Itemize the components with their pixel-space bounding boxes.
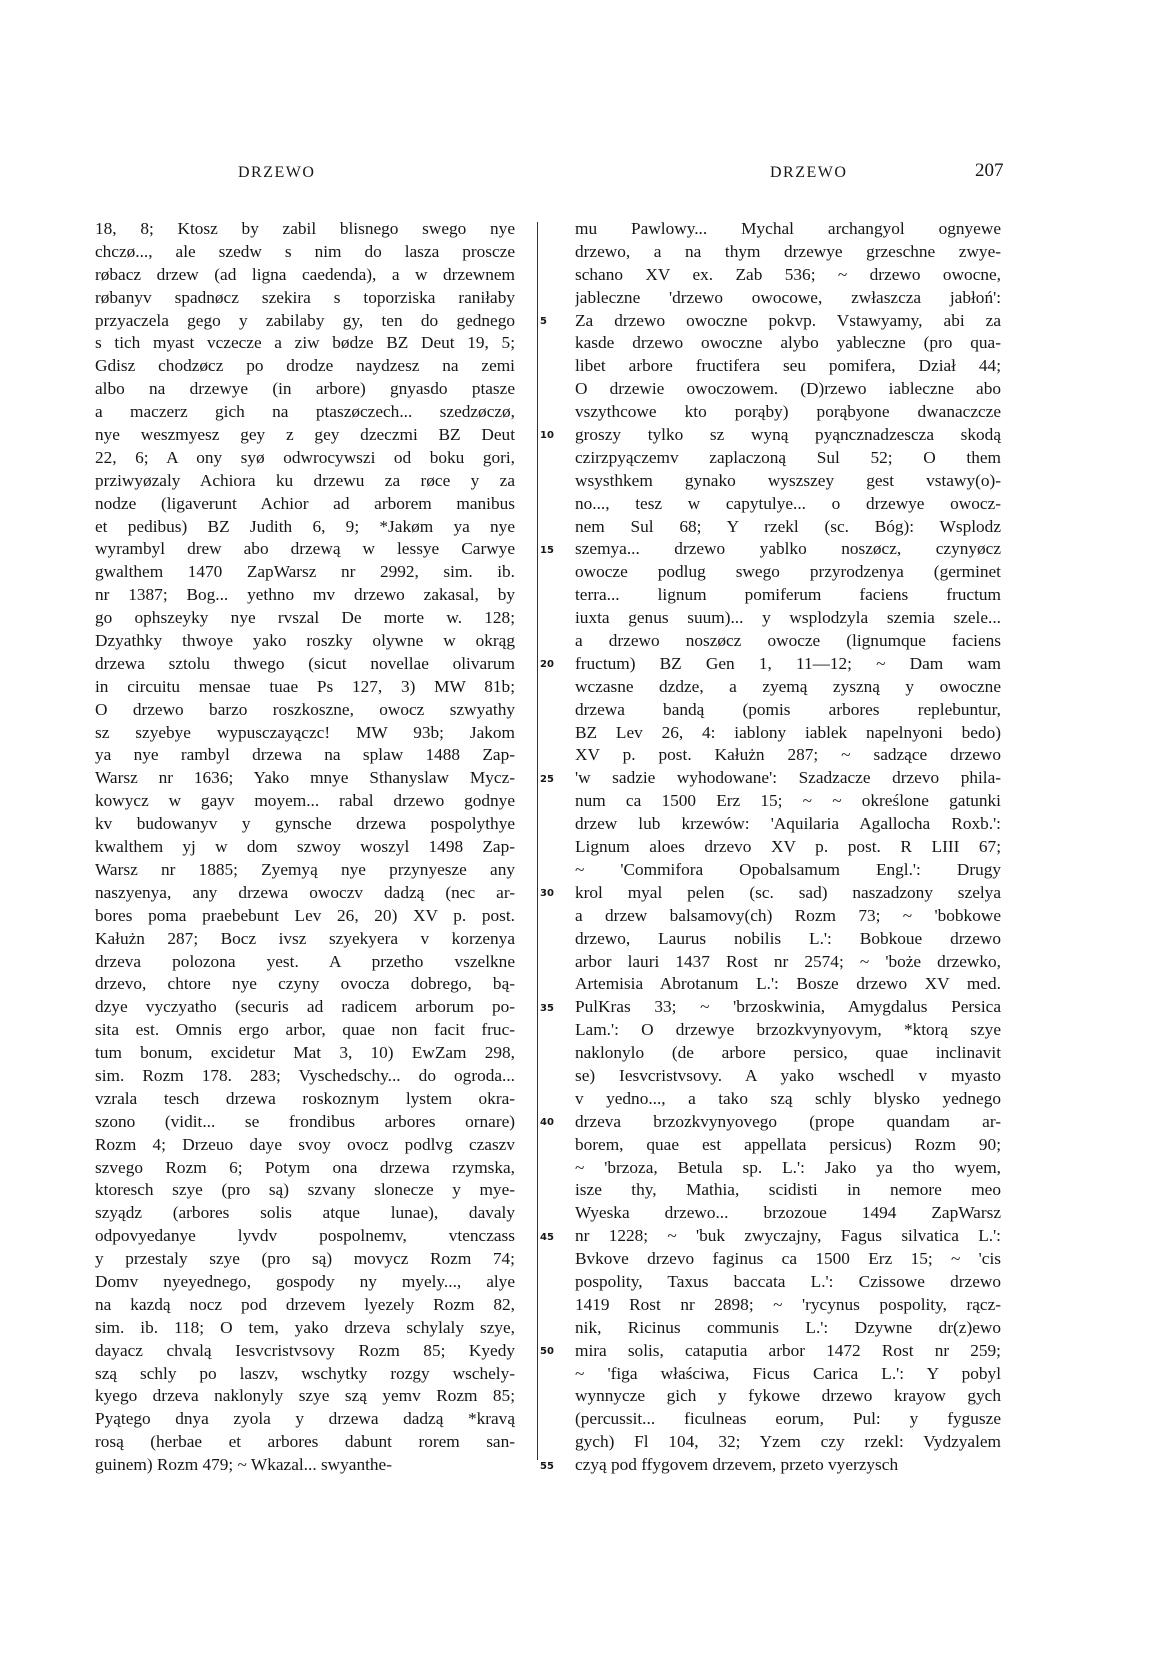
text-line: owocze podlug swego przyrodzenya (germinet	[575, 562, 1001, 582]
text-line: go ophszeyky nye rvszal De morte w. 128;	[95, 608, 515, 628]
text-line: gwalthem 1470 ZapWarsz nr 2992, sim. ib.	[95, 562, 515, 582]
text-line: guinem) Rozm 479; ~ Wkazal... swyanthe-	[95, 1455, 392, 1475]
column-divider	[537, 222, 538, 1460]
text-line: dayacz chvalą Iesvcristvsovy Rozm 85; Kyedy	[95, 1340, 515, 1360]
text-line: szą schly po laszv, wschytky rozgy wschely-	[95, 1363, 515, 1383]
text-line: v yedno..., a tako szą schly blysko yednego	[575, 1088, 1001, 1108]
text-line: schano XV ex. Zab 536; ~ drzewo owocne,	[575, 264, 1001, 284]
line-number: 30	[540, 888, 554, 900]
text-line: vszythcowe kto porąby) porąbyone dwanaczcze	[575, 402, 1001, 422]
text-line: nik, Ricinus communis L.': Dzywne dr(z)ewo	[575, 1317, 1001, 1337]
line-number: 40	[540, 1117, 554, 1129]
text-line: sita est. Omnis ergo arbor, quae non facit fruc-	[95, 1020, 515, 1040]
line-number: 50	[540, 1346, 554, 1358]
text-line: rosą (herbae et arbores dabunt rorem san-	[95, 1432, 515, 1452]
text-line: Kałużn 287; Bocz ivsz szyekyera v korzenya	[95, 928, 515, 948]
text-line: szemya... drzewo yablko noszøcz, czynyøcz	[575, 539, 1001, 559]
left-column	[95, 218, 515, 1477]
text-line: kyego drzeva naklonyly szye szą yemv Rozm 85;	[95, 1386, 515, 1406]
text-line: szyądz (arbores solis atque lunae), davaly	[95, 1203, 515, 1223]
text-line: wynnycze gich y fykowe drzewo krayow gych	[575, 1386, 1001, 1406]
text-line: num ca 1500 Erz 15; ~ ~ określone gatunki	[575, 791, 1001, 811]
text-line: drzeva brzozkvynyovego (prope quandam ar-	[575, 1111, 1001, 1131]
text-line: sz szyebye wypusczayączc! MW 93b; Jakom	[95, 722, 515, 742]
text-line: iuxta genus suum)... y wsplodzyla szemia szele...	[575, 608, 1001, 628]
text-line: et pedibus) BZ Judith 6, 9; *Jakøm ya nye	[95, 516, 515, 536]
text-line: Lignum aloes drzevo XV p. post. R LIII 67;	[575, 837, 1001, 857]
right-column	[575, 218, 1001, 1477]
text-line: s tich myast vczecze a ziw bødze BZ Deut 19, 5;	[95, 333, 515, 353]
page-number: 207	[975, 160, 1004, 181]
text-line: ~ 'brzoza, Betula sp. L.': Jako ya tho wyem,	[575, 1157, 1001, 1177]
text-line: 22, 6; A ony syø odwrocywszi od boku gori,	[95, 447, 515, 467]
text-line: ya nye rambyl drzewa na splaw 1488 Zap-	[95, 745, 515, 765]
text-line: nodze (ligaverunt Achior ad arborem manibus	[95, 493, 515, 513]
text-line: kv budowanyv y gynsche drzewa pospolythye	[95, 814, 515, 834]
text-line: a drzew balsamovy(ch) Rozm 73; ~ 'bobkowe	[575, 905, 1001, 925]
text-line: szvego Rozm 6; Potym ona drzewa rzymska,	[95, 1157, 515, 1177]
text-line: nr 1228; ~ 'buk zwyczajny, Fagus silvatica L.':	[575, 1226, 1001, 1246]
text-line: kwalthem yj w dom szwoy woszyl 1498 Zap-	[95, 837, 515, 857]
running-head-left: DRZEWO	[238, 164, 316, 181]
text-line: no..., tesz w capytulye... o drzewye owocz-	[575, 493, 1001, 513]
text-line: Domv nyeyednego, gospody ny myely..., alye	[95, 1271, 515, 1291]
text-line: (percussit... ficulneas eorum, Pul: y fygusze	[575, 1409, 1001, 1429]
text-line: BZ Lev 26, 4: iablony iablek napelnyoni bedo)	[575, 722, 1001, 742]
text-line: y przestaly szye (pro są) movycz Rozm 74;	[95, 1249, 515, 1269]
text-line: Bvkove drzevo faginus ca 1500 Erz 15; ~ 'cis	[575, 1249, 1001, 1269]
line-number: 25	[540, 773, 554, 785]
text-line: krol myal pelen (sc. sad) naszadzony szelya	[575, 882, 1001, 902]
text-line: O drzewie owoczowem. (D)rzewo iableczne abo	[575, 379, 1001, 399]
text-line: kasde drzewo owoczne alybo yableczne (pro qua-	[575, 333, 1001, 353]
text-line: arbor lauri 1437 Rost nr 2574; ~ 'boże drzewko,	[575, 951, 1001, 971]
text-line: røbacz drzew (ad ligna caedenda), a w drzewnem	[95, 264, 515, 284]
text-line: Wyeska drzewo... brzozoue 1494 ZapWarsz	[575, 1203, 1001, 1223]
text-line: szono (vidit... se frondibus arbores ornare)	[95, 1111, 515, 1131]
text-line: tum bonum, excidetur Mat 3, 10) EwZam 298,	[95, 1043, 515, 1063]
text-line: naklonylo (de arbore persico, quae inclinavit	[575, 1043, 1001, 1063]
text-line: ktoresch szye (pro są) szvany slonecze y mye-	[95, 1180, 515, 1200]
text-line: vzrala tesch drzewa roskoznym lystem okra-	[95, 1088, 515, 1108]
text-line: Warsz nr 1885; Zyemyą nye przynyesze any	[95, 859, 515, 879]
text-line: wczasne dzdze, a zyemą zyszną y owoczne	[575, 676, 1001, 696]
text-line: terra... lignum pomiferum faciens fructum	[575, 585, 1001, 605]
text-line: nye weszmyesz gey z gey dzeczmi BZ Deut	[95, 425, 515, 445]
text-line: nem Sul 68; Y rzekl (sc. Bóg): Wsplodz	[575, 516, 1001, 536]
text-line: fructum) BZ Gen 1, 11—12; ~ Dam wam	[575, 653, 1001, 673]
text-line: bores poma praebebunt Lev 26, 20) XV p. post.	[95, 905, 515, 925]
text-line: jableczne 'drzewo owocowe, zwłaszcza jabłoń':	[575, 287, 1001, 307]
text-line: albo na drzewye (in arbore) gnyasdo ptasze	[95, 379, 515, 399]
text-line: Gdisz chodzøcz po drodze naydzesz na zemi	[95, 356, 515, 376]
text-line: Artemisia Abrotanum L.': Bosze drzewo XV med.	[575, 974, 1001, 994]
text-line: drzevo, chtore nye czyny ovocza dobrego, bą-	[95, 974, 515, 994]
text-line: ~ 'figa właściwa, Ficus Carica L.': Y pobyl	[575, 1363, 1001, 1383]
text-line: czirzpyączemv zaplaczoną Sul 52; O them	[575, 447, 1001, 467]
text-line: drzewo, Laurus nobilis L.': Bobkoue drzewo	[575, 928, 1001, 948]
text-line: naszyenya, any drzewa owoczv dadzą (nec ar-	[95, 882, 515, 902]
text-line: Warsz nr 1636; Yako mnye Sthanyslaw Mycz-	[95, 768, 515, 788]
line-number: 45	[540, 1231, 554, 1243]
text-line: czyą pod ffygovem drzevem, przeto vyerzysch	[575, 1455, 899, 1475]
text-line: Dzyathky thwoye yako roszky olywne w okrąg	[95, 631, 515, 651]
text-line: chczø..., ale szedw s nim do lasza proscze	[95, 241, 515, 261]
text-line: na kazdą nocz pod drzevem lyezely Rozm 82,	[95, 1294, 515, 1314]
text-line: 1419 Rost nr 2898; ~ 'rycynus pospolity, rącz-	[575, 1294, 1001, 1314]
text-line: PulKras 33; ~ 'brzoskwinia, Amygdalus Persica	[575, 997, 1001, 1017]
text-line: Za drzewo owoczne pokvp. Vstawyamy, abi za	[575, 310, 1001, 330]
text-line: røbanyv spadnøcz szekira s toporziska raniłaby	[95, 287, 515, 307]
line-number: 15	[540, 544, 554, 556]
text-line: in circuitu mensae tuae Ps 127, 3) MW 81b;	[95, 676, 515, 696]
text-line: nr 1387; Bog... yethno mv drzewo zakasal, by	[95, 585, 515, 605]
text-line: kowycz w gayv moyem... rabal drzewo godnye	[95, 791, 515, 811]
text-line: a drzewo noszøcz owocze (lignumque faciens	[575, 631, 1001, 651]
text-line: ~ 'Commifora Opobalsamum Engl.': Drugy	[575, 859, 1001, 879]
text-line: sim. ib. 118; O tem, yako drzeva schylaly szye,	[95, 1317, 515, 1337]
text-line: prziwyøzaly Achiora ku drzewu za røce y za	[95, 470, 515, 490]
text-line: XV p. post. Kałużn 287; ~ sadzące drzewo	[575, 745, 1001, 765]
text-line: Lam.': O drzewye brzozkvynyovym, *ktorą szye	[575, 1020, 1001, 1040]
running-head-right: DRZEWO	[770, 164, 848, 181]
text-line: odpovyedanye lyvdv pospolnemv, vtenczass	[95, 1226, 515, 1246]
line-number: 35	[540, 1002, 554, 1014]
line-number: 5	[540, 315, 547, 327]
text-line: dzye vyczyatho (securis ad radicem arborum po-	[95, 997, 515, 1017]
text-line: libet arbore fructifera seu pomifera, Dział 44;	[575, 356, 1001, 376]
text-line: Pyątego dnya zyola y drzewa dadzą *kravą	[95, 1409, 515, 1429]
text-line: groszy tylko sz wyną pyąncznadzescza skodą	[575, 425, 1001, 445]
text-line: mira solis, cataputia arbor 1472 Rost nr 259;	[575, 1340, 1001, 1360]
text-line: drzeva polozona yest. A przetho vszelkne	[95, 951, 515, 971]
text-line: drzewo, a na thym drzewye grzeschne zwye-	[575, 241, 1001, 261]
text-line: gych) Fl 104, 32; Yzem czy rzekl: Vydzyalem	[575, 1432, 1001, 1452]
text-line: borem, quae est appellata persicus) Rozm 90;	[575, 1134, 1001, 1154]
text-line: Rozm 4; Drzeuo daye svoy ovocz podlvg czaszv	[95, 1134, 515, 1154]
text-line: 18, 8; Ktosz by zabil blisnego swego nye	[95, 219, 515, 238]
text-line: drzewa sztolu thwego (sicut novellae olivarum	[95, 653, 515, 673]
text-line: O drzewo barzo roszkoszne, owocz szwyathy	[95, 699, 515, 719]
line-number: 55	[540, 1460, 554, 1472]
text-line: sim. Rozm 178. 283; Vyschedschy... do ogroda...	[95, 1065, 515, 1085]
text-line: 'w sadzie wyhodowane': Szadzacze drzevo phila-	[575, 768, 1001, 788]
text-line: se) Iesvcristvsovy. A yako wschedl v myasto	[575, 1065, 1001, 1085]
text-line: isze thy, Mathia, scidisti in nemore meo	[575, 1180, 1001, 1200]
text-line: pospolity, Taxus baccata L.': Czissowe drzewo	[575, 1271, 1001, 1291]
line-number: 10	[540, 430, 554, 442]
text-line: drzewa bandą (pomis arbores replebuntur,	[575, 699, 1001, 719]
text-line: a maczerz gich na ptaszøczech... szedzøczø,	[95, 402, 515, 422]
text-line: drzew lub krzewów: 'Aquilaria Agallocha Roxb.':	[575, 814, 1001, 834]
line-number: 20	[540, 659, 554, 671]
text-line: wsysthkem gynako wyszszey gest vstawy(o)-	[575, 470, 1001, 490]
text-line: wyrambyl drew abo drzewą w lessye Carwye	[95, 539, 515, 559]
text-line: mu Pawlowy... Mychal archangyol ognyewe	[575, 219, 1001, 238]
text-line: przyaczela gego y zabilaby gy, ten do gednego	[95, 310, 515, 330]
